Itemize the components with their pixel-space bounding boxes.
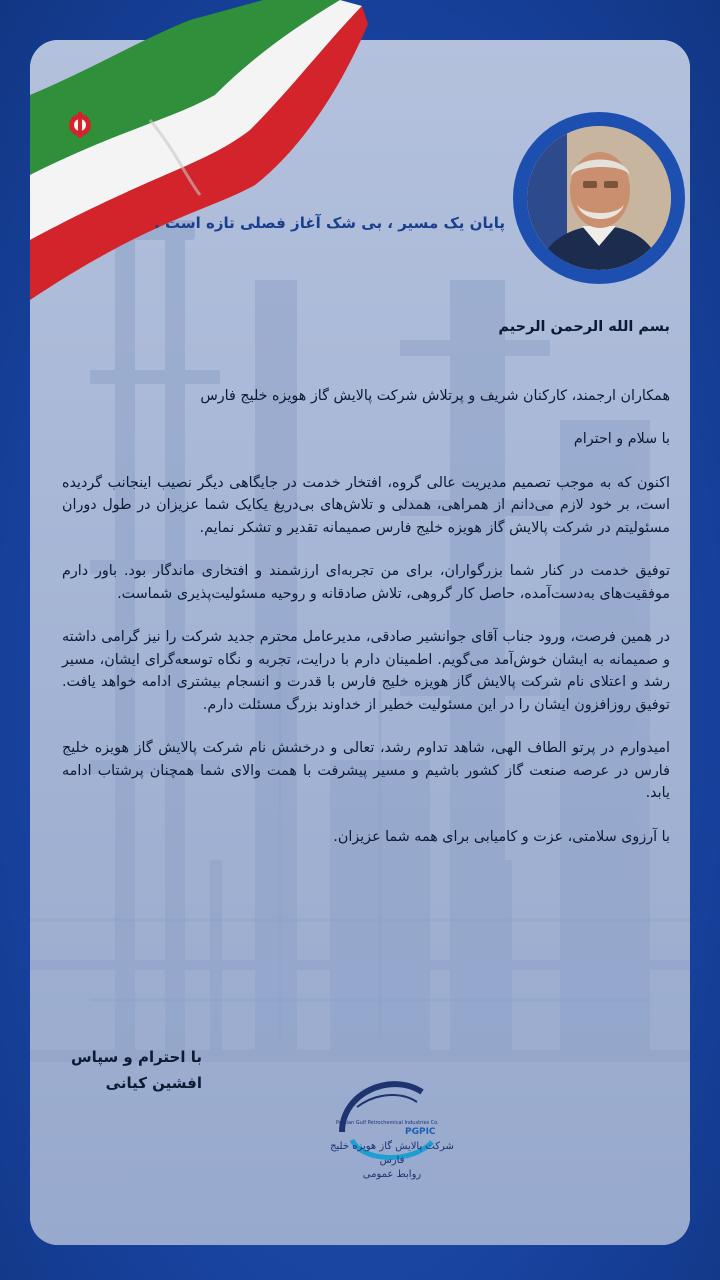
logo-dept: روابط عمومی	[362, 1169, 422, 1180]
greeting: همکاران ارجمند، کارکنان شریف و پرتلاش شرکت پالایش گاز هویزه خلیج فارس	[200, 387, 670, 404]
signature-name: افشین کیانی	[105, 1074, 202, 1092]
logo-company: شرکت پالایش گاز هویزه خلیج فارس	[330, 1141, 454, 1166]
closing: با آرزوی سلامتی، عزت و کامیابی برای همه شما عزیزان.	[333, 828, 670, 845]
paragraph-3: در همین فرصت، ورود جناب آقای جوانشیر صادقی، مدیرعامل محترم جدید شرکت را نیز گرامی داشته و صمیمانه به ایشان خوش‌آمد می‌گویم. اطمینان دارم با درایت، تجربه و نگاه توسعه‌گرای ایشان، مسیر رشد و اعتلای نام شرکت پالایش گاز هویزه خلیج فارس با قدرت و انسجام بیشتری ادامه خواهد یافت. توفیق روزافزون ایشان را در این مسئولیت خطیر از خداوند بزرگ مسئلت دارم.	[62, 629, 670, 713]
iran-flag-ribbon	[0, 0, 380, 320]
avatar	[527, 126, 671, 270]
paragraph-4: امیدوارم در پرتو الطاف الهی، شاهد تداوم رشد، تعالی و درخشش نام شرکت پالایش گاز هویزه خلیج فارس در عرصه صنعت گاز کشور باشیم و مسیر پیشرفت با همت والای شما همچنان پرشتاب ادامه یابد.	[62, 740, 670, 801]
bismillah: بسم الله الرحمن الرحیم	[498, 319, 670, 335]
logo-acronym: PGPIC	[405, 1127, 436, 1137]
paragraph-1: اکنون که به موجب تصمیم مدیریت عالی گروه، افتخار خدمت در جایگاهی دیگر نصیب اینجانب گردیده است، بر خود لازم می‌دانم از همراهی، همدلی و تلاش‌های بی‌دریغ یکایک شما عزیزان در طول دوران مسئولیتم در شرکت پالایش گاز هویزه خلیج فارس صمیمانه تقدیر و تشکر نمایم.	[62, 474, 670, 536]
salutation: با سلام و احترام	[573, 431, 670, 447]
tagline: پایان یک مسیر ، بی شک آغاز فصلی تازه است .	[154, 214, 505, 232]
signature	[62, 1044, 202, 1096]
letter-body	[62, 316, 670, 869]
logo-english: Persian Gulf Petrochemical Industries Co.	[336, 1120, 439, 1126]
signature-line: با احترام و سپاس	[70, 1048, 202, 1066]
paragraph-2: توفیق خدمت در کنار شما بزرگواران، برای من تجربه‌ای ارزشمند و افتخاری ماندگار بود. باور دارم موفقیت‌های به‌دست‌آمده، حاصل کار گروهی، تلاش صادقانه و روحیه مسئولیت‌پذیری شماست.	[62, 563, 670, 602]
logo-caption	[322, 1140, 462, 1182]
